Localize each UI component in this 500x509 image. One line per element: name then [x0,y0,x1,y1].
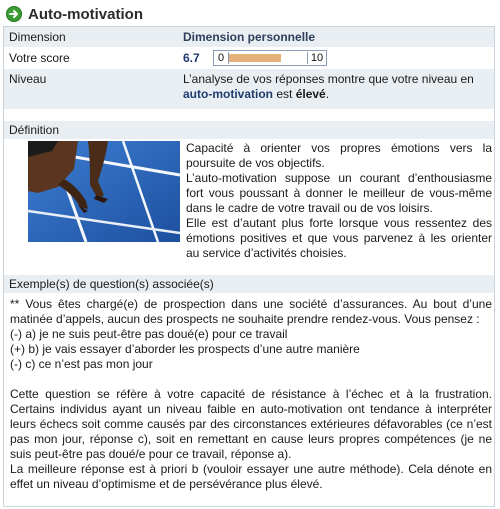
example-option: (-) a) je ne suis peut-être pas doué(e) pour ce travail [10,327,288,341]
athlete-starting-blocks-photo [28,141,180,242]
example-option: (+) b) je vais essayer d’aborder les prospects d’une autre manière [10,342,360,356]
level-text-part: . [325,87,330,101]
result-panel [3,26,495,507]
definition-paragraph: Capacité à orienter vos propres émotions vers la poursuite de vos objectifs. [186,141,492,170]
dimension-value: Dimension personnelle [183,30,316,44]
dimension-label: Dimension [9,30,66,44]
score-row [4,47,494,69]
level-description [176,72,494,102]
score-value: 6.7 [183,51,200,65]
gauge-min-label: 0 [217,52,225,64]
example-explanation: La meilleure réponse est à priori b (vouloir essayer une autre méthode). Cela dénote en effet un niveau d’optimisme et de persévérance plus élevé. [10,462,492,491]
page-title: Auto-motivation [28,5,143,23]
definition-paragraph: Elle est d’autant plus forte lorsque vous ressentez des émotions positives et que vous parvenez à les orienter au service d’activités choisies. [186,216,492,260]
dimension-row [4,27,494,47]
examples-content [10,297,492,492]
level-highlight: auto-motivation [183,87,273,101]
level-text-part: L’analyse de vos réponses montre que votre niveau en [183,72,474,86]
definition-heading: Définition [4,121,494,139]
example-explanation: Cette question se réfère à votre capacité de résistance à l’échec et à la frustration. Certains individus ayant un niveau faible en auto-motivation ont tendance à interpréter leurs échecs soit comme causés par des circonstances extérieures défavorables (ce n’est pas mon jour, réponse c), soit en remettant en cause leurs propres compétences (je ne suis peut-être pas doué/e pour ce travail, réponse a). [10,387,492,461]
score-label: Votre score [9,51,70,65]
gauge-track [228,52,308,64]
level-text-part: est [273,87,296,101]
example-option: (-) c) ce n’est pas mon jour [10,357,153,371]
spacer [10,372,492,387]
score-value-wrap [176,50,494,66]
definition-text [186,141,492,261]
examples-heading: Exemple(s) de question(s) associée(s) [4,275,494,293]
score-gauge [213,50,327,66]
arrow-right-circle-icon [6,6,22,22]
gauge-fill [229,54,281,62]
level-row [4,69,494,109]
definition-paragraph: L’auto-motivation suppose un courant d’enthousiasme fort vous poussant à donner le meilleur de vous-même dans le cadre de votre travail ou de vos loisirs. [186,171,492,215]
gauge-max-label: 10 [310,52,324,64]
page-header [6,3,143,25]
level-label: Niveau [9,72,47,86]
level-value: élevé [295,87,326,101]
example-question: ** Vous êtes chargé(e) de prospection dans une société d’assurances. Au bout d’une matinée d’appels, aucun des prospects ne souhaite prendre rendez-vous. Vous pensez : [10,297,492,326]
